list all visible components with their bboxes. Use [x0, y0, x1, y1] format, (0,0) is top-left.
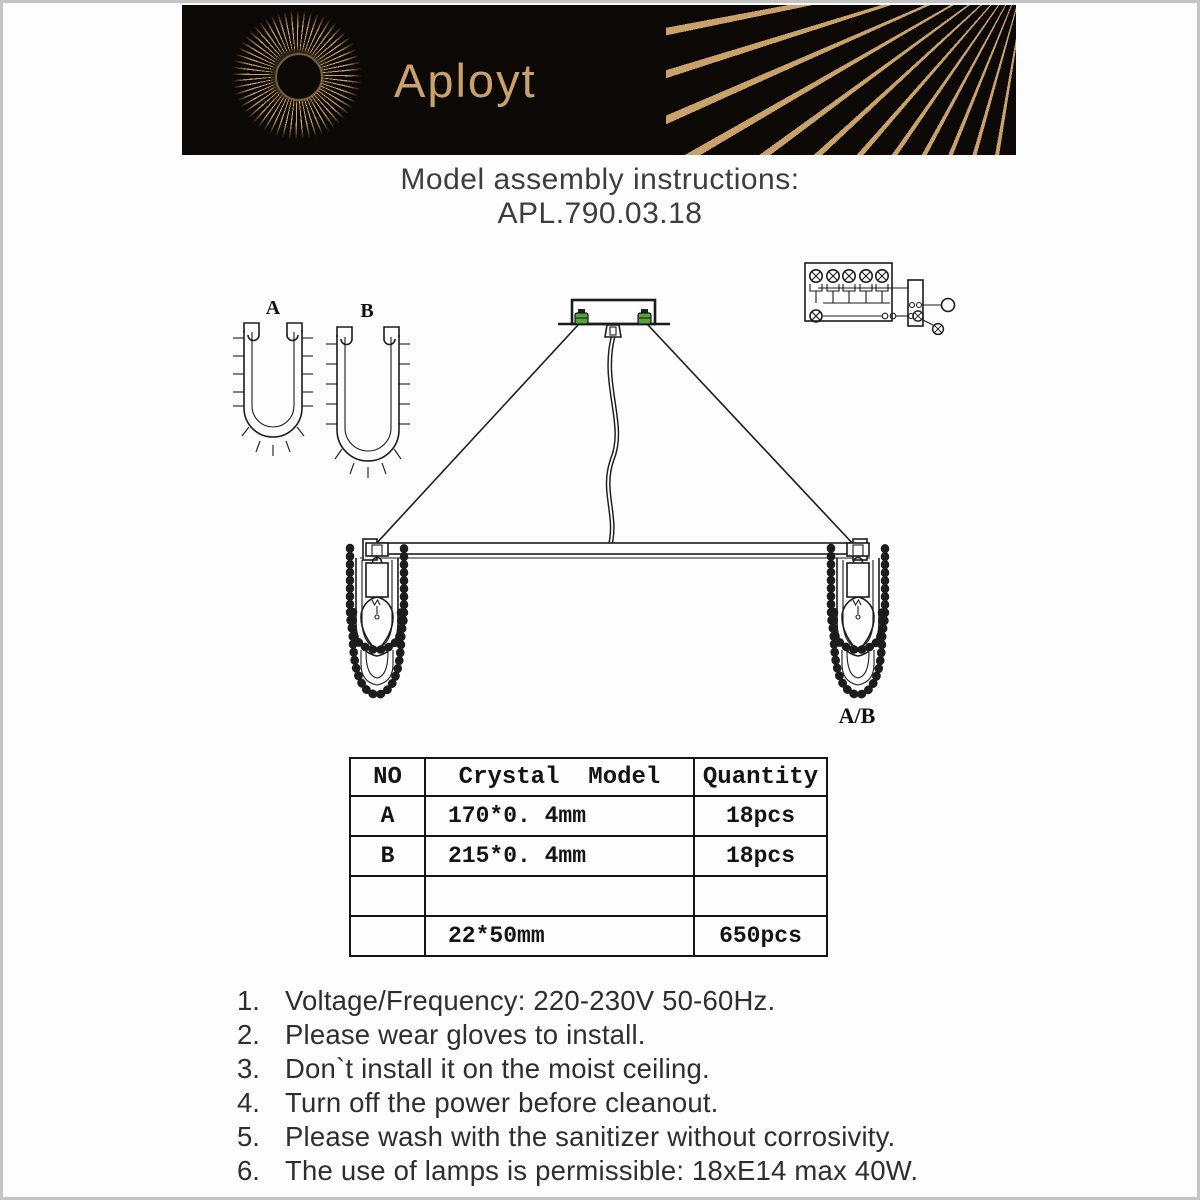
instruction-item	[237, 1052, 918, 1086]
lamp-assembly-right	[831, 543, 885, 695]
lamp-ab-label: A/B	[838, 703, 876, 728]
cell-no	[350, 876, 425, 916]
sunburst-core-ring	[275, 53, 323, 101]
table-row	[350, 796, 827, 836]
instructions-list	[237, 984, 918, 1188]
frame-bar	[360, 539, 870, 560]
instruction-item	[237, 1086, 918, 1120]
instruction-item	[237, 1018, 918, 1052]
doc-model-number: APL.790.03.18	[497, 197, 703, 230]
instruction-number: 6.	[237, 1155, 260, 1186]
cell-qty: 18pcs	[694, 836, 827, 876]
brand-name: Aployt	[394, 53, 537, 107]
table-row	[350, 876, 827, 916]
col-header-qty: Quantity	[694, 758, 827, 796]
cell-no	[350, 916, 425, 956]
instruction-number: 3.	[237, 1053, 260, 1084]
instruction-item	[237, 1120, 918, 1154]
crystal-a-label: A	[265, 297, 281, 319]
instruction-text: Voltage/Frequency: 220-230V 50-60Hz.	[285, 985, 776, 1016]
table-row	[350, 916, 827, 956]
cell-model: 215*0. 4mm	[425, 836, 694, 876]
table-header-row	[350, 758, 827, 796]
cell-qty	[694, 876, 827, 916]
cell-model: 22*50mm	[425, 916, 694, 956]
cell-no: B	[350, 836, 425, 876]
instruction-item	[237, 1154, 918, 1188]
table-row	[350, 836, 827, 876]
corner-rays-decoration	[666, 5, 1016, 155]
instruction-text: Please wear gloves to install.	[285, 1019, 646, 1050]
crystal-strand-a-diagram	[233, 297, 313, 456]
cell-qty: 650pcs	[694, 916, 827, 956]
col-header-model: Crystal Model	[425, 758, 694, 796]
instruction-text: The use of lamps is permissible: 18xE14 max 40W.	[285, 1155, 919, 1186]
instruction-text: Turn off the power before cleanout.	[285, 1087, 719, 1118]
crystal-strand-b-diagram	[326, 300, 410, 478]
cell-model: 170*0. 4mm	[425, 796, 694, 836]
col-header-no: NO	[350, 758, 425, 796]
parts-table	[349, 757, 828, 957]
assembly-diagram	[0, 250, 1200, 740]
instruction-text: Please wash with the sanitizer without corrosivity.	[285, 1121, 896, 1152]
doc-title: Model assembly instructions:	[400, 163, 800, 196]
instruction-text: Don`t install it on the moist ceiling.	[285, 1053, 710, 1084]
instruction-item	[237, 984, 918, 1018]
cell-no: A	[350, 796, 425, 836]
instruction-number: 1.	[237, 985, 260, 1016]
lamp-assembly	[350, 543, 404, 695]
wiring-diagram	[805, 263, 955, 334]
cell-qty: 18pcs	[694, 796, 827, 836]
instruction-number: 5.	[237, 1121, 260, 1152]
suspension-cables	[374, 325, 855, 546]
cell-model	[425, 876, 694, 916]
crystal-b-label: B	[360, 300, 374, 322]
brand-banner	[182, 5, 1016, 155]
instruction-number: 4.	[237, 1087, 260, 1118]
instruction-number: 2.	[237, 1019, 260, 1050]
